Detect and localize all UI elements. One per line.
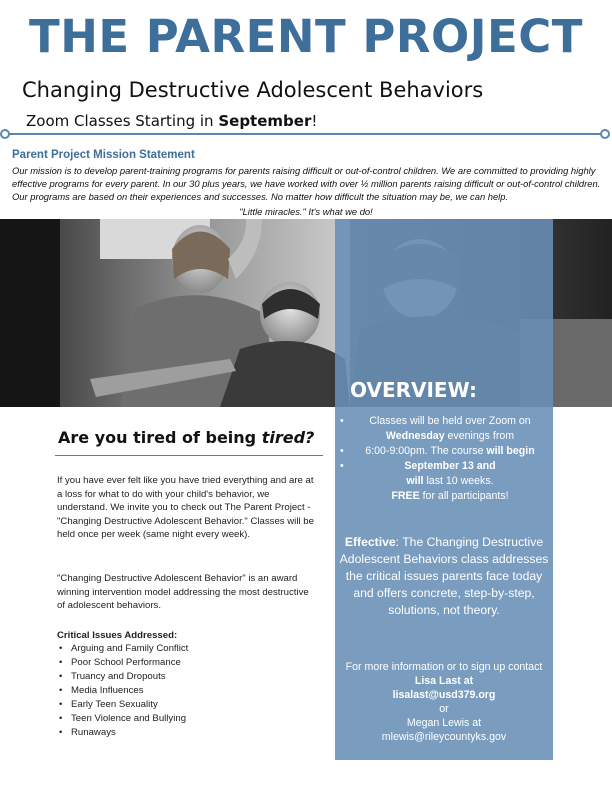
list-item — [338, 459, 550, 474]
page-title: THE PARENT PROJECT — [29, 10, 583, 63]
zoom-announcement — [26, 112, 317, 130]
overview-free-bold: FREE — [391, 490, 420, 502]
overview-list — [338, 414, 550, 504]
overview-heading: OVERVIEW: — [350, 378, 478, 402]
list-item — [338, 444, 550, 459]
zoom-month: September — [218, 112, 312, 130]
zoom-suffix: ! — [311, 112, 318, 130]
contact-email-1[interactable]: lisalast@usd379.org — [392, 689, 496, 701]
divider-right-dot — [600, 129, 610, 139]
list-item: • Early Teen Sexuality — [57, 698, 188, 712]
contact-name-2: Megan Lewis at — [406, 717, 482, 729]
list-item: • Teen Violence and Bullying — [57, 712, 188, 726]
effective-paragraph — [338, 534, 550, 619]
tired-divider — [55, 455, 323, 456]
header-divider — [6, 133, 604, 135]
overview-free-tail: for all participants! — [419, 490, 509, 502]
overview-b3-bold: September 13 and — [404, 460, 496, 472]
mission-quote: "Little miracles." It's what we do! — [239, 206, 373, 217]
list-item: • Truancy and Dropouts — [57, 670, 188, 684]
overview-b3-cont-tail: last 10 weeks. — [423, 475, 494, 487]
mission-heading: Parent Project Mission Statement — [12, 149, 195, 161]
effective-text: : The Changing Destructive Adolescent Behaviors class addresses the critical issues parents face today and offers concrete, step-by-step, solutions, not theory. — [339, 535, 549, 617]
list-item — [338, 489, 550, 504]
tired-heading-prefix: Are you tired of being — [58, 428, 262, 447]
list-item: • Arguing and Family Conflict — [57, 642, 188, 656]
tired-heading-em: tired? — [261, 428, 315, 447]
overview-b2-text: 6:00-9:00pm. The course — [365, 445, 487, 457]
overview-b1-text: Classes will be held over Zoom on — [369, 415, 531, 427]
divider-left-dot — [0, 129, 10, 139]
overview-b1-tail: evenings from — [444, 430, 515, 442]
overview-b2-bold: will begin — [486, 445, 535, 457]
contact-block — [338, 660, 550, 744]
overview-b3-cont-bold: will — [406, 475, 424, 487]
effective-label: Effective — [344, 535, 396, 549]
tired-heading — [58, 428, 314, 447]
contact-intro: For more information or to sign up contact — [345, 661, 543, 673]
contact-name-1: Lisa Last at — [414, 675, 474, 687]
overview-b1-bold: Wednesday — [385, 430, 445, 442]
critical-issues-heading: Critical Issues Addressed: — [57, 630, 178, 641]
list-item: • Poor School Performance — [57, 656, 188, 670]
zoom-prefix: Zoom Classes Starting in — [26, 112, 219, 130]
list-item: • Media Influences — [57, 684, 188, 698]
list-item — [338, 414, 550, 444]
model-paragraph: "Changing Destructive Adolescent Behavior" is an award winning intervention model addressing the most destructive of adolescent behaviors. — [57, 573, 309, 612]
page-subtitle: Changing Destructive Adolescent Behaviors — [22, 78, 484, 102]
critical-issues-list — [57, 642, 188, 740]
mission-text: Our mission is to develop parent-training programs for parents raising difficult or out-of-control children. We are committed to providing highly effective programs for every parent. In our 30 plus years, we have worked with over ½ million parents raising difficult or out-of-control children. Our programs are based on their experiences and successes. No matter how difficult the situation may be, we can help. — [12, 165, 601, 202]
list-item — [338, 474, 550, 489]
contact-email-2[interactable]: mlewis@rileycountyks.gov — [381, 731, 507, 743]
intro-paragraph: If you have ever felt like you have tried everything and are at a loss for what to do with your child's behavior, we understand. We invite you to check out The Parent Project - "Changing Destructive Adolescent Behavior." Classes will be held once per week (same night every week). — [57, 475, 314, 541]
list-item: • Runaways — [57, 726, 188, 740]
contact-or: or — [439, 703, 449, 715]
